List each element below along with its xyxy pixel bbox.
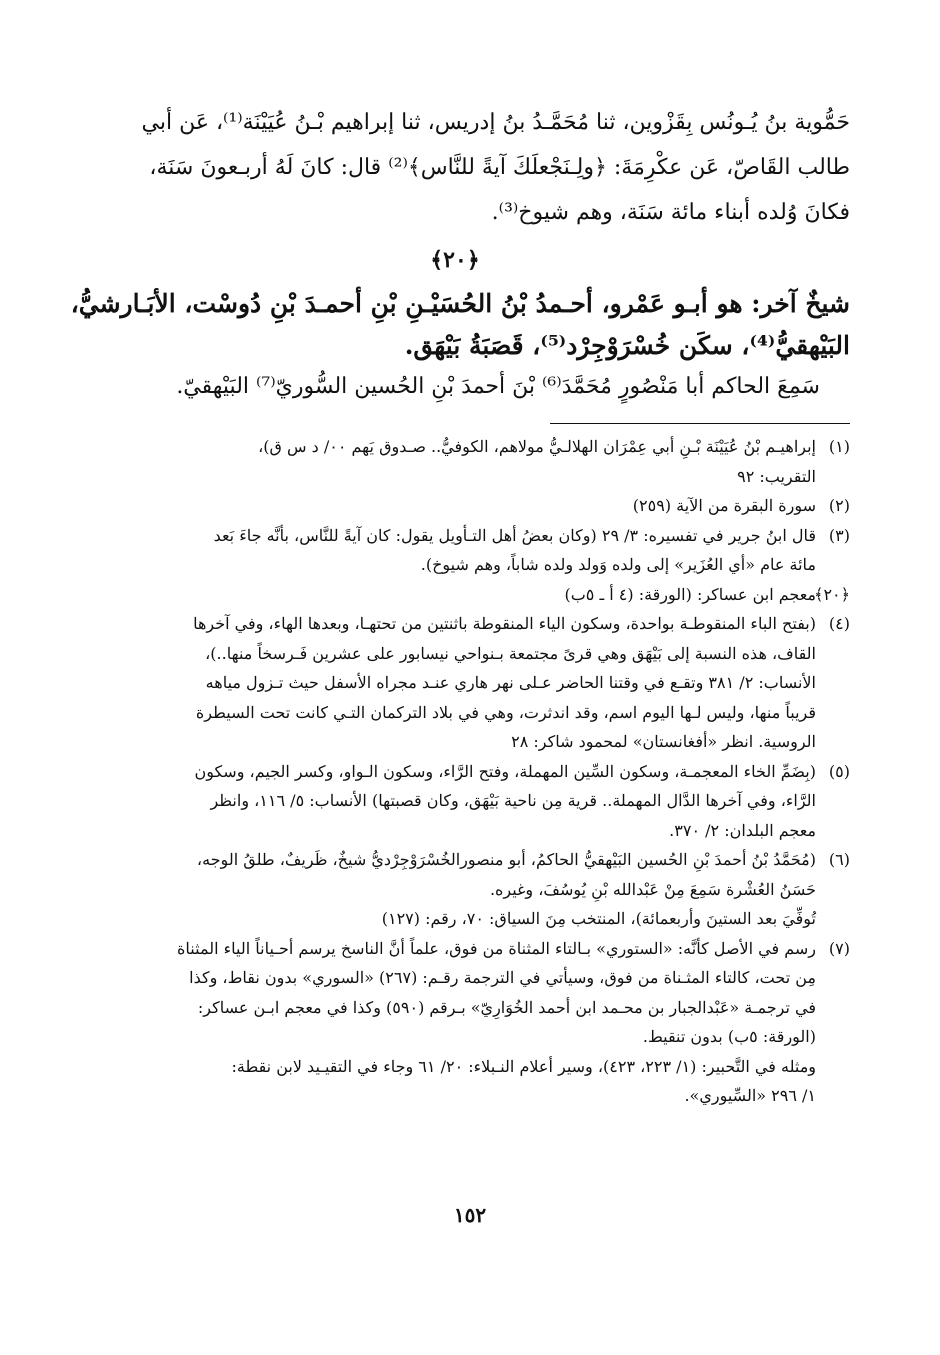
- footnote-number: (٢): [828, 496, 850, 515]
- footnote-line: معجم البلدان: ٢/ ٣٧٠.: [669, 820, 816, 840]
- footnote-3: [60, 521, 850, 580]
- footnote-7-continued: [60, 1052, 850, 1111]
- footnote-line: الروسية. انظر «أفغانستان» لمحمود شاكر: ٢٨: [511, 732, 816, 751]
- footnote-line: الأنساب: ٢/ ٣٨١ وتقـع في وقتنا الحاضر عـلى نهر هاري عنـد مجراه الأسفل حيث تـزول مياهه: [205, 673, 816, 692]
- footnote-number: (٤): [828, 614, 850, 633]
- footnote-line: حَسَنُ العُشْرة سَمِعَ مِنْ عَبْدالله بْنِ يُوسُفَ، وغيره.: [489, 879, 816, 899]
- footnote-6-continued: [60, 904, 850, 934]
- footnote-4: [60, 609, 850, 757]
- footnote-number: (٦): [828, 850, 850, 869]
- footnote-line: ومثله في التَّحبير: (١/ ٢٢٣، ٤٢٣)، وسير أعلام النـبلاء: ٢٠/ ٦١ وجاء في التقيـيد لابن نقطة:: [231, 1056, 816, 1076]
- footnote-number: ﴿٢٠﴾: [814, 584, 850, 604]
- footnote-line: الرَّاء، وفي آخرها الدَّال المهملة.. قرية مِن ناحية بَيْهَق، وكان قصبتها) الأنساب: ٥/ ١١٦، وانظر: [210, 791, 816, 810]
- main-text-line: حَمُّوية بنُ يُـونُس بِقَزْوين، ثنا مُحَمَّـدُ بنُ إدريس، ثنا إبراهيم بْـنُ عُيَيْنَة⁽¹⁾، عَن أبي: [141, 110, 850, 135]
- footnote-line: مِن تحت، كالتاء المثـناة من فوق، وسيأتي في الترجمة رقـم: (٢٦٧) «السوري» بدون نقاط، وكذا: [189, 968, 816, 987]
- footnote-5: [60, 757, 850, 846]
- entry-number: ﴿٢٠﴾: [430, 247, 480, 273]
- footnote-number: (١): [828, 437, 850, 456]
- footnote-line: (الورقة: ٥ب) بدون تنقيط.: [642, 1027, 816, 1046]
- footnote-line: سورة البقرة من الآية (٢٥٩): [632, 496, 816, 515]
- footnote-line: (بفتح الباء المنقوطـة بواحدة، وسكون الياء المنقوطة باثنتين من تحتهـا، وبعدها الهاء، وفي آخرها: [193, 614, 816, 633]
- footnote-line: إبراهيـم بْنُ عُيَيْنَة بْـنِ أبي عِمْرَان الهلالـيُّ مولاهم، الكوفيُّ.. صـدوق يَهم ٠٠/ د س ق)،: [258, 437, 816, 456]
- footnote-line: رسم في الأصل كأنَّه: «الستوري» بـالتاء المثناة من فوق، علماً أنَّ الناسخ يرسم أحـياناً الياء المثناة: [177, 938, 816, 958]
- footnote-number: (٧): [828, 938, 850, 958]
- footnote-number: (٥): [828, 761, 850, 781]
- footnote-line: مائة عام «أي العُزَير» إلى ولده وَولد ولده شاباً، وهم شيوخ).: [420, 555, 816, 574]
- footnote-line: التقريب: ٩٢: [737, 466, 816, 486]
- main-text-line: فكانَ وُلده أبناء مائة سَنَة، وهم شيوخ⁽³⁾.: [491, 200, 850, 225]
- footnote-line: في ترجمـة «عَبْدالجبار بن محـمد ابن أحمد الخُوَارِيّ» بـرقم (٥٩٠) وكذا في معجم ابـن عساكر:: [197, 997, 816, 1017]
- footnote-number: [816, 904, 850, 934]
- entry-heading: [60, 283, 850, 367]
- footnote-line: (مُحَمَّدُ بْنُ أحمدَ بْنِ الحُسين البَيْهقيُّ الحاكمُ، أبو منصورالخُسْرَوْجِرْديُّ شيخٌ، ظَريفٌ، طلقُ الوجه،: [196, 850, 816, 869]
- footnote-line: قريباً منها، وليس لـها اليوم اسم، وقد اندثرت، وهي في بلاد التركمان التـي كانت تحت السيطرة: [195, 702, 816, 722]
- main-text-line: طالب القَاصّ، عَن عكْرِمَةَ: ﴿ولِـنَجْعلَكَ آيةً للنَّاس﴾⁽²⁾ قال: كانَ لَهُ أربـعونَ سَنَة،: [149, 155, 850, 180]
- page-content: [60, 100, 850, 1111]
- entry-body-line: سَمِعَ الحاكم أبا مَنْصُورٍ مُحَمَّدَ⁽⁶⁾ بْنَ أحمدَ بْنِ الحُسين السُّوريّ⁽⁷⁾ البَيْهقيّ.: [176, 374, 820, 399]
- entry-body: [60, 367, 850, 407]
- footnote-line: ١/ ٢٩٦ «السِّيوري».: [684, 1086, 816, 1105]
- footnote-line: تُوفِّيَ بعد الستينَ وأربعمائة)، المنتخب مِنَ السياق: ٧٠، رقم: (١٢٧): [381, 909, 816, 928]
- footnote-line: (بِضَمِّ الخاء المعجمـة، وسكون السِّين المهملة، وفتح الرَّاء، وسكون الـواو، وكسر الجيم، وسكون: [194, 761, 816, 781]
- footnote-6: [60, 845, 850, 904]
- footnote-line: قال ابنُ جرير في تفسيره: ٣/ ٢٩ (وكان بعضُ أهل التـأويل يقول: كان آيةً للنَّاس، بأنَّه جاءَ بَعد: [213, 525, 816, 545]
- entry-heading-line: شيخٌ آخر: هو أبـو عَمْرو، أحـمدُ بْنُ الحُسَيْـنِ بْنِ أحمـدَ بْنِ دُوسْت، الأبَـارشيُّ،: [70, 289, 850, 318]
- footnote-entry-source: [60, 580, 850, 610]
- footnote-divider: [550, 423, 850, 424]
- footnote-line: معجم ابن عساكر: (الورقة: (٤ أ ـ ٥ب): [564, 584, 816, 604]
- footnote-1: [60, 432, 850, 491]
- footnote-number: (٣): [828, 525, 850, 545]
- entry-heading-line: البَيْهقيُّ⁽⁴⁾، سكَن خُسْرَوْجِرْد⁽⁵⁾، قَصَبَةُ بَيْهَق.: [404, 331, 850, 360]
- page-number: ١٥٢: [453, 1203, 487, 1227]
- footnote-line: القاف، هذه النسبة إلى بَيْهَق وهي قرىً مجتمعة بـنواحي نيسابور على عشرين فَـرسخاً منها..)،: [205, 643, 816, 663]
- footnote-number: [816, 1052, 850, 1111]
- footnotes: [60, 432, 850, 1111]
- footnote-2: [60, 491, 850, 521]
- main-text: [60, 100, 850, 235]
- footnote-7: [60, 934, 850, 1052]
